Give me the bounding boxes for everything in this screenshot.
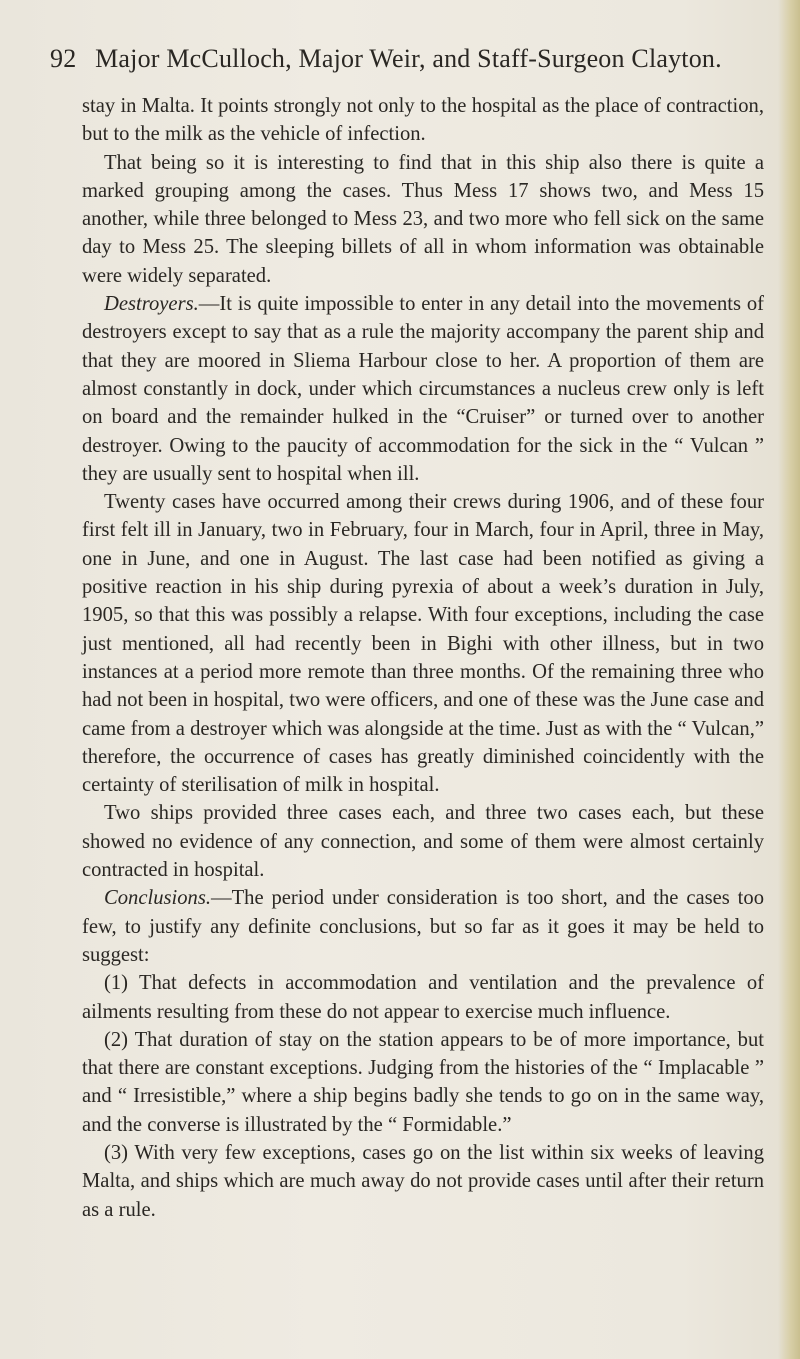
paragraph-text: stay in Malta. It points strongly not only to the hospital as the place of contraction, but to the milk as the vehicle of infection.	[82, 95, 764, 146]
paragraph-text: Twenty cases have occurred among their crews during 1906, and of these four first felt ill in January, two in February, four in March, four in April, three in May, one in June, and one in August. The last case had been notified as giving a positive reaction in his ship during pyrexia of about a week’s duration in July, 1905, so that this was possibly a relapse. With four exceptions, including the case just mentioned, all had recently been in Bighi with other illness, but in two instances at a period more remote than three months. Of the remaining three who had not been in hospital, two were officers, and one of these was the June case and came from a destroyer which was alongside at the time. Just as with the “ Vulcan,” therefore, the occurrence of cases has greatly diminished coincidently with the certainty of sterilisation of milk in hospital.	[82, 491, 764, 797]
paragraph-text: (2) That duration of stay on the station appears to be of more importance, but that there are constant exceptions. Judging from the histories of the “ Implacable ” and “ Irresistible,” where a ship begins badly she tends to go on in the same way, and the converse is illustrated by the “ Formidable.”	[82, 1028, 764, 1136]
paragraph	[82, 1139, 764, 1224]
paragraph	[82, 290, 764, 488]
paragraph-text: (3) With very few exceptions, cases go on the list within six weeks of leaving Malta, and ships which are much away do not provide cases until after their return as a rule.	[82, 1141, 764, 1221]
paragraph-text: That being so it is interesting to find that in this ship also there is quite a marked grouping among the cases. Thus Mess 17 shows two, and Mess 15 another, while three belonged to Mess 23, and two more who fell sick on the same day to Mess 25. The sleeping billets of all in whom information was obtainable were widely separated.	[82, 151, 764, 287]
page-header	[50, 44, 750, 74]
paragraph	[82, 92, 764, 149]
paragraph-text: Two ships provided three cases each, and three two cases each, but these showed no evidence of any connection, and some of them were almost certainly contracted in hospital.	[82, 802, 764, 882]
page-edge	[778, 0, 800, 1359]
paragraph	[82, 1026, 764, 1139]
page-number: 92	[50, 44, 77, 73]
running-title: Major McCulloch, Major Weir, and Staff-Surgeon Clayton.	[95, 44, 722, 73]
paragraph-text: —It is quite impossible to enter in any detail into the movements of destroyers except to say that as a rule the majority accompany the parent ship and that they are moored in Sliema Harbour close to her. A proportion of them are almost constantly in dock, under which circumstances a nucleus crew only is left on board and the remainder hulked in the “Cruiser” or turned over to another destroyer. Owing to the paucity of accommodation for the sick in the “ Vulcan ” they are usually sent to hospital when ill.	[82, 293, 764, 485]
paragraph	[82, 488, 764, 799]
section-heading: Destroyers.	[104, 293, 199, 316]
paragraph-text: (1) That defects in accommodation and ventilation and the prevalence of ailments resulting from these do not appear to exercise much influence.	[82, 972, 764, 1023]
section-heading: Conclusions.	[104, 887, 211, 910]
paragraph	[82, 969, 764, 1026]
paragraph-text: —The period under consideration is too short, and the cases too few, to justify any definite conclusions, but so far as it goes it may be held to suggest:	[82, 887, 764, 966]
body-text	[82, 92, 764, 1224]
paragraph	[82, 149, 764, 290]
paragraph	[82, 884, 764, 969]
paragraph	[82, 799, 764, 884]
